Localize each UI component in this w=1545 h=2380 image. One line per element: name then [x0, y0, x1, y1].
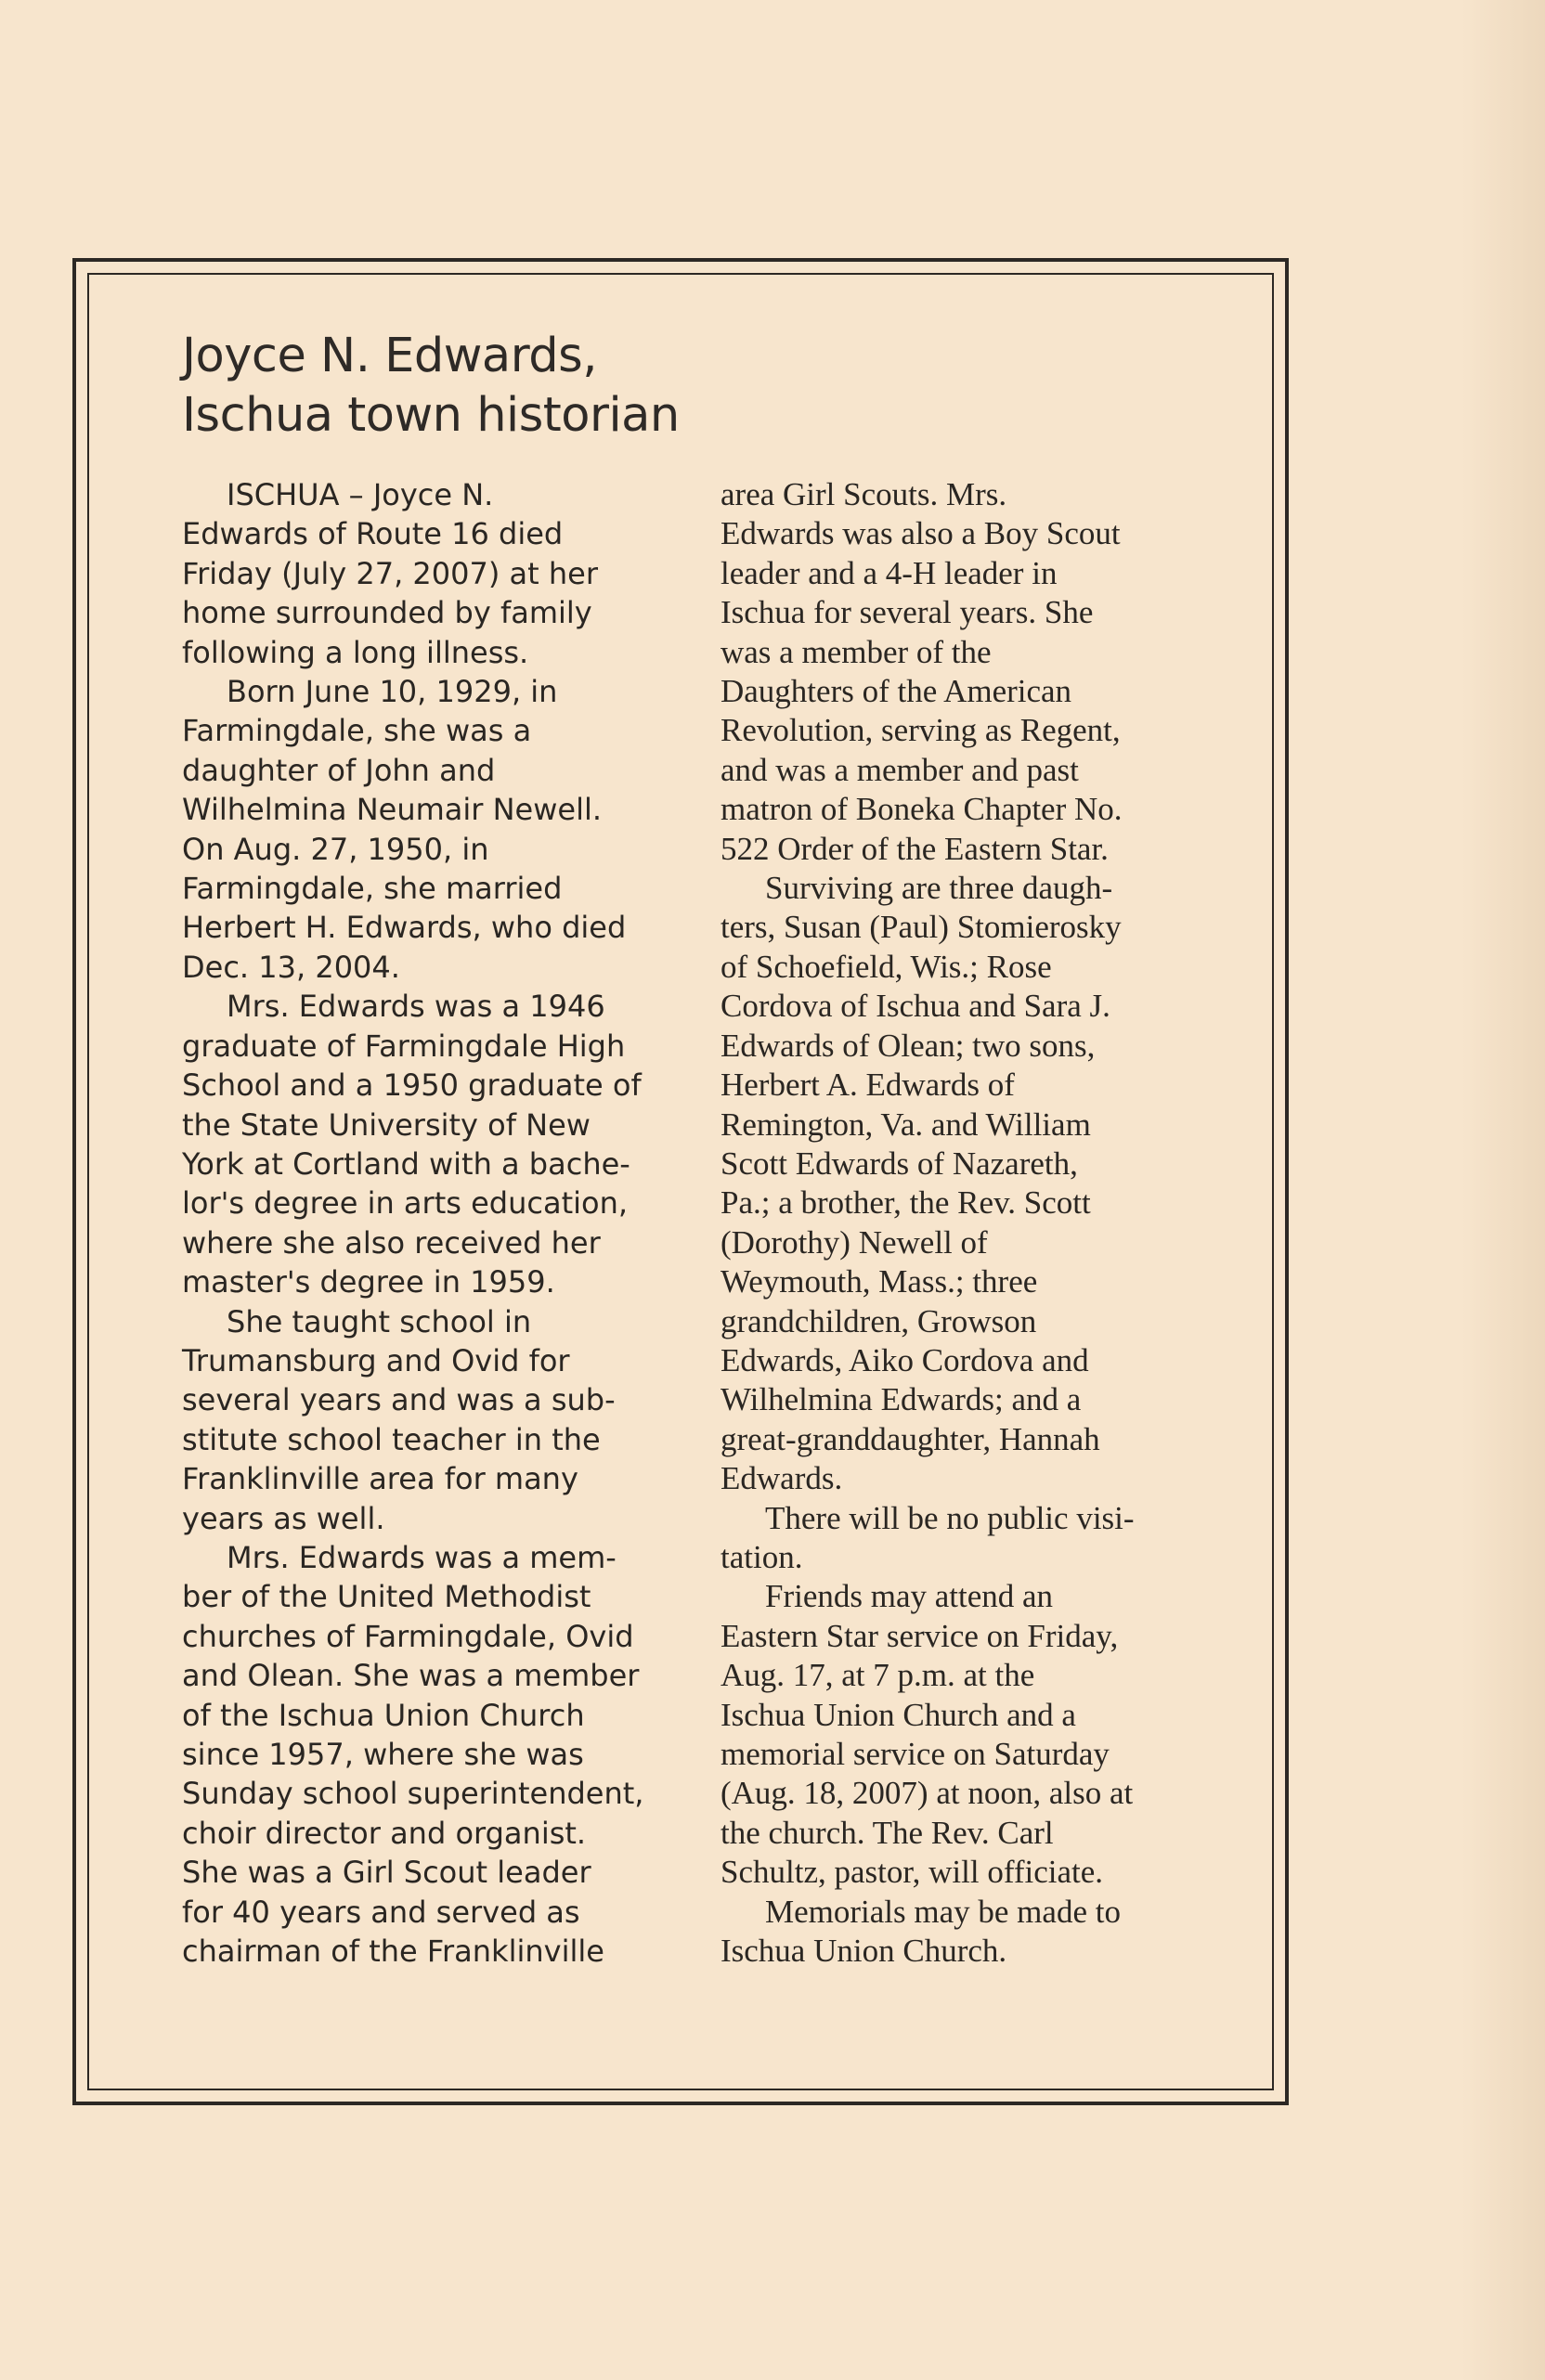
text-line: the State University of New: [182, 1106, 591, 1143]
text-line: Wilhelmina Edwards; and a: [721, 1381, 1082, 1418]
text-line: master's degree in 1959.: [182, 1264, 555, 1300]
text-line: Dec. 13, 2004.: [182, 949, 400, 985]
text-line: Edwards, Aiko Cordova and: [721, 1341, 1089, 1378]
text-line: tation.: [721, 1538, 803, 1575]
text-line: leader and a 4-H leader in: [721, 554, 1058, 591]
text-line: York at Cortland with a bache-: [182, 1145, 630, 1182]
text-line: Memorials may be made to: [765, 1893, 1121, 1930]
text-line: since 1957, where she was: [182, 1737, 584, 1772]
text-line: churches of Farmingdale, Ovid: [182, 1618, 634, 1654]
text-line: of Schoefield, Wis.; Rose: [721, 948, 1052, 985]
text-line: Edwards of Route 16 died: [182, 516, 564, 552]
text-line: matron of Boneka Chapter No.: [721, 791, 1123, 828]
headline-subtitle: Ischua town historian: [182, 388, 680, 443]
text-line: Mrs. Edwards was a 1946: [227, 989, 605, 1025]
text-line: following a long illness.: [182, 634, 529, 670]
text-line: (Aug. 18, 2007) at noon, also at: [721, 1775, 1134, 1812]
left-column: [182, 475, 702, 1971]
text-line: lor's degree in arts education,: [182, 1185, 629, 1222]
text-line: of the Ischua Union Church: [182, 1697, 585, 1733]
text-line: ISCHUA – Joyce N.: [227, 477, 494, 512]
text-line: Mrs. Edwards was a mem-: [227, 1539, 617, 1575]
text-line: stitute school teacher in the: [182, 1421, 601, 1457]
text-line: Schultz, pastor, will officiate.: [721, 1854, 1104, 1891]
text-line: Herbert A. Edwards of: [721, 1067, 1015, 1104]
text-line: and Olean. She was a member: [182, 1658, 640, 1694]
text-line: Born June 10, 1929, in: [227, 674, 558, 710]
text-line: Edwards.: [721, 1460, 843, 1497]
text-line: several years and was a sub-: [182, 1382, 616, 1418]
text-line: choir director and organist.: [182, 1815, 587, 1851]
text-line: She was a Girl Scout leader: [182, 1855, 591, 1891]
text-line: Ischua Union Church.: [721, 1933, 1007, 1970]
text-line: great-granddaughter, Hannah: [721, 1420, 1100, 1457]
page-edge-shadow: [1461, 0, 1545, 2380]
text-line: Farmingdale, she was a: [182, 713, 532, 749]
text-line: grandchildren, Growson: [721, 1302, 1037, 1339]
text-line: Ischua for several years. She: [721, 594, 1094, 631]
text-line: ber of the United Methodist: [182, 1579, 591, 1615]
text-line: Cordova of Ischua and Sara J.: [721, 988, 1110, 1025]
text-line: Ischua Union Church and a: [721, 1696, 1076, 1733]
text-line: and was a member and past: [721, 751, 1079, 788]
text-line: Aug. 17, at 7 p.m. at the: [721, 1657, 1035, 1694]
text-line: Trumansburg and Ovid for: [182, 1342, 570, 1378]
text-line: Edwards of Olean; two sons,: [721, 1027, 1096, 1064]
text-line: Daughters of the American: [721, 673, 1072, 710]
text-line: the church. The Rev. Carl: [721, 1814, 1054, 1851]
text-line: (Dorothy) Newell of: [721, 1223, 988, 1261]
text-line: Remington, Va. and William: [721, 1106, 1091, 1143]
headline-name: Joyce N. Edwards,: [182, 329, 597, 383]
text-line: area Girl Scouts. Mrs.: [721, 476, 1007, 512]
text-line: Herbert H. Edwards, who died: [182, 910, 627, 946]
text-line: Friends may attend an: [765, 1578, 1054, 1615]
text-line: chairman of the Franklinville: [182, 1934, 604, 1970]
text-line: School and a 1950 graduate of: [182, 1067, 642, 1104]
text-line: for 40 years and served as: [182, 1894, 580, 1930]
text-line: Scott Edwards of Nazareth,: [721, 1145, 1078, 1182]
text-line: Weymouth, Mass.; three: [721, 1263, 1038, 1300]
text-line: Friday (July 27, 2007) at her: [182, 555, 598, 591]
headline: [182, 327, 832, 446]
text-line: home surrounded by family: [182, 595, 592, 631]
text-line: Sunday school superintendent,: [182, 1776, 644, 1812]
text-line: was a member of the: [721, 633, 992, 670]
text-line: Farmingdale, she married: [182, 871, 563, 907]
text-line: Edwards was also a Boy Scout: [721, 515, 1121, 552]
text-line: 522 Order of the Eastern Star.: [721, 830, 1109, 867]
text-line: memorial service on Saturday: [721, 1736, 1110, 1772]
text-line: She taught school in: [227, 1303, 532, 1339]
text-line: Pa.; a brother, the Rev. Scott: [721, 1184, 1091, 1222]
text-line: where she also received her: [182, 1224, 601, 1261]
text-line: Revolution, serving as Regent,: [721, 712, 1121, 749]
text-line: graduate of Farmingdale High: [182, 1028, 626, 1064]
text-line: ters, Susan (Paul) Stomierosky: [721, 909, 1122, 946]
text-line: Wilhelmina Neumair Newell.: [182, 792, 603, 828]
text-line: Surviving are three daugh-: [765, 870, 1113, 907]
text-line: Eastern Star service on Friday,: [721, 1617, 1119, 1654]
text-line: There will be no public visi-: [765, 1499, 1135, 1536]
text-line: On Aug. 27, 1950, in: [182, 831, 489, 867]
text-line: Franklinville area for many: [182, 1461, 578, 1497]
text-line: daughter of John and: [182, 752, 496, 788]
right-column: [721, 475, 1240, 1971]
text-line: years as well.: [182, 1500, 385, 1536]
